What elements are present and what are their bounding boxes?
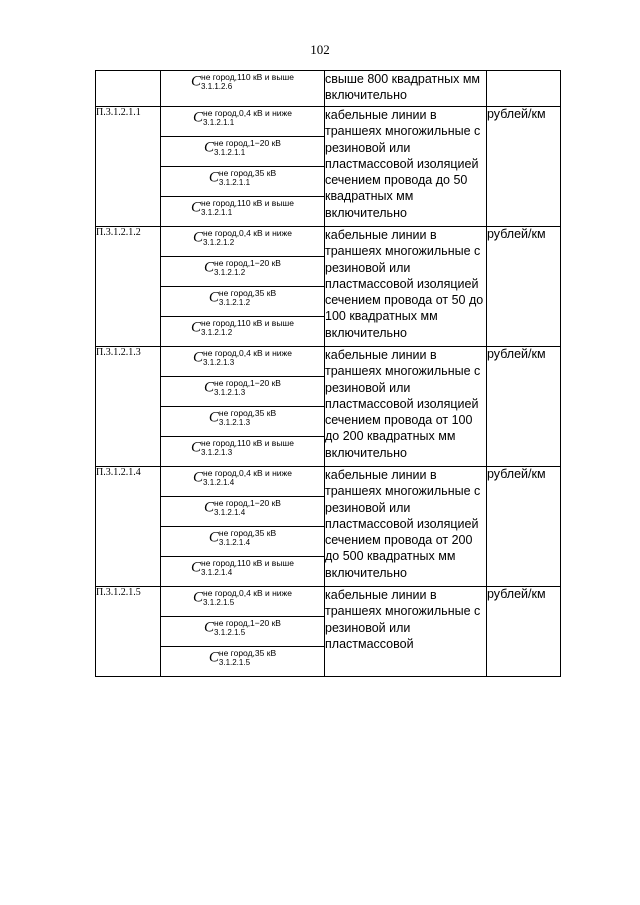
description-cell: свыше 800 квадратных мм включительно (325, 71, 487, 107)
formula-symbol: C (204, 499, 215, 516)
table-row (96, 71, 561, 107)
unit-cell: рублей/км (487, 587, 561, 677)
formula-subscript: 3.1.2.1.1 (214, 147, 246, 157)
formula-superscript: не город,110 кВ и выше (201, 318, 294, 328)
formula-cell (161, 377, 325, 407)
formula-cell (161, 407, 325, 437)
formula-cell (161, 107, 325, 137)
formula-superscript: не город,35 кВ (218, 648, 277, 658)
description-cell: кабельные линии в траншеях многожильные с резиновой или пластмассовой изоляцией сечением провода от 100 до 200 квадратных мм включительно (325, 347, 487, 467)
unit-cell: рублей/км (487, 347, 561, 467)
formula-symbol: C (191, 73, 202, 90)
formula-superscript: не город,0,4 кВ и ниже (203, 108, 292, 118)
formula-symbol: C (193, 229, 204, 246)
code-cell: П.3.1.2.1.1 (96, 107, 161, 227)
formula-cell (161, 527, 325, 557)
formula-cell (161, 287, 325, 317)
formula-cell (161, 617, 325, 647)
formula-symbol: C (204, 619, 215, 636)
formula-symbol: C (208, 529, 219, 546)
code-cell: П.3.1.2.1.2 (96, 227, 161, 347)
formula (161, 317, 324, 340)
unit-cell: рублей/км (487, 107, 561, 227)
formula-superscript: не город,110 кВ и выше (201, 72, 294, 82)
formula-subscript: 3.1.2.1.1 (203, 117, 235, 127)
formula (161, 137, 324, 160)
formula-symbol: C (204, 139, 215, 156)
table-row (96, 227, 561, 257)
unit-cell: рублей/км (487, 467, 561, 587)
formula (161, 407, 324, 430)
formula-symbol: C (191, 319, 202, 336)
formula-cell (161, 587, 325, 617)
formula-symbol: C (193, 349, 204, 366)
formula-superscript: не город,1−20 кВ (214, 258, 281, 268)
formula (161, 527, 324, 550)
formula-superscript: не город,0,4 кВ и ниже (203, 468, 292, 478)
formula-cell (161, 227, 325, 257)
formula-cell (161, 197, 325, 227)
formula-symbol: C (208, 169, 219, 186)
formula (161, 497, 324, 520)
formula-symbol: C (204, 379, 215, 396)
formula-subscript: 3.1.2.1.4 (203, 477, 235, 487)
code-cell: П.3.1.2.1.3 (96, 347, 161, 467)
formula-superscript: не город,1−20 кВ (214, 618, 281, 628)
formula-subscript: 3.1.2.1.3 (203, 357, 235, 367)
formula-superscript: не город,1−20 кВ (214, 378, 281, 388)
formula-symbol: C (204, 259, 215, 276)
formula-symbol: C (208, 409, 219, 426)
formula-cell (161, 467, 325, 497)
table-row (96, 467, 561, 497)
formula-superscript: не город,35 кВ (218, 168, 277, 178)
formula-subscript: 3.1.2.1.4 (218, 537, 251, 547)
formula-superscript: не город,1−20 кВ (214, 498, 281, 508)
code-cell (96, 71, 161, 107)
formula-superscript: не город,35 кВ (218, 528, 277, 538)
formula (161, 467, 324, 490)
formula (161, 587, 324, 610)
formula (161, 647, 324, 670)
formula (161, 227, 324, 250)
formula (161, 257, 324, 280)
formula-subscript: 3.1.2.1.4 (201, 567, 233, 577)
unit-cell (487, 71, 561, 107)
code-cell: П.3.1.2.1.5 (96, 587, 161, 677)
table-row (96, 587, 561, 617)
formula (161, 377, 324, 400)
formula-cell (161, 317, 325, 347)
formula (161, 287, 324, 310)
formula-cell (161, 347, 325, 377)
formula-subscript: 3.1.2.1.2 (214, 267, 246, 277)
formula-symbol: C (193, 469, 204, 486)
formula-cell (161, 71, 325, 107)
formula-subscript: 3.1.2.1.1 (201, 207, 233, 217)
formula-superscript: не город,0,4 кВ и ниже (203, 228, 292, 238)
formula (161, 71, 324, 94)
formula-symbol: C (208, 289, 219, 306)
formula-superscript: не город,110 кВ и выше (201, 558, 294, 568)
formula-cell (161, 167, 325, 197)
formula-superscript: не город,1−20 кВ (214, 138, 281, 148)
formula-cell (161, 437, 325, 467)
description-cell: кабельные линии в траншеях многожильные с резиновой или пластмассовой изоляцией сечением провода от 200 до 500 квадратных мм включительно (325, 467, 487, 587)
formula-cell (161, 137, 325, 167)
formula (161, 617, 324, 640)
code-cell: П.3.1.2.1.4 (96, 467, 161, 587)
formula-superscript: не город,0,4 кВ и ниже (203, 588, 292, 598)
formula-cell (161, 497, 325, 527)
formula-subscript: 3.1.2.1.2 (203, 237, 235, 247)
formula-cell (161, 257, 325, 287)
formula-subscript: 3.1.2.1.5 (218, 657, 251, 667)
formula (161, 437, 324, 460)
formula-cell (161, 557, 325, 587)
formula-symbol: C (191, 559, 202, 576)
formula (161, 167, 324, 190)
unit-cell: рублей/км (487, 227, 561, 347)
formula-symbol: C (193, 589, 204, 606)
description-cell: кабельные линии в траншеях многожильные с резиновой или пластмассовой изоляцией сечением провода от 50 до 100 квадратных мм включительно (325, 227, 487, 347)
formula-subscript: 3.1.2.1.5 (214, 627, 246, 637)
formula-superscript: не город,35 кВ (218, 288, 277, 298)
formula (161, 107, 324, 130)
formula-symbol: C (191, 439, 202, 456)
formula-superscript: не город,110 кВ и выше (201, 198, 294, 208)
formula-symbol: C (208, 649, 219, 666)
formula-superscript: не город,0,4 кВ и ниже (203, 348, 292, 358)
formula-subscript: 3.1.2.1.3 (201, 447, 233, 457)
table-row (96, 107, 561, 137)
formula-symbol: C (191, 199, 202, 216)
formula-cell (161, 647, 325, 677)
formula-subscript: 3.1.2.1.5 (203, 597, 235, 607)
formula (161, 347, 324, 370)
formula-subscript: 3.1.2.1.2 (218, 297, 251, 307)
formula-subscript: 3.1.2.1.1 (218, 177, 251, 187)
formula-subscript: 3.1.2.1.2 (201, 327, 233, 337)
page-number: 102 (310, 42, 330, 57)
formula-symbol: C (193, 109, 204, 126)
table-row (96, 347, 561, 377)
formula-subscript: 3.1.2.1.4 (214, 507, 246, 517)
formula-superscript: не город,110 кВ и выше (201, 438, 294, 448)
tariff-table (95, 70, 561, 677)
formula-subscript: 3.1.1.2.6 (201, 81, 233, 91)
formula-subscript: 3.1.2.1.3 (218, 417, 251, 427)
formula (161, 197, 324, 220)
formula-subscript: 3.1.2.1.3 (214, 387, 246, 397)
description-cell: кабельные линии в траншеях многожильные с резиновой или пластмассовой (325, 587, 487, 677)
formula (161, 557, 324, 580)
formula-superscript: не город,35 кВ (218, 408, 277, 418)
description-cell: кабельные линии в траншеях многожильные с резиновой или пластмассовой изоляцией сечением провода до 50 квадратных мм включительно (325, 107, 487, 227)
